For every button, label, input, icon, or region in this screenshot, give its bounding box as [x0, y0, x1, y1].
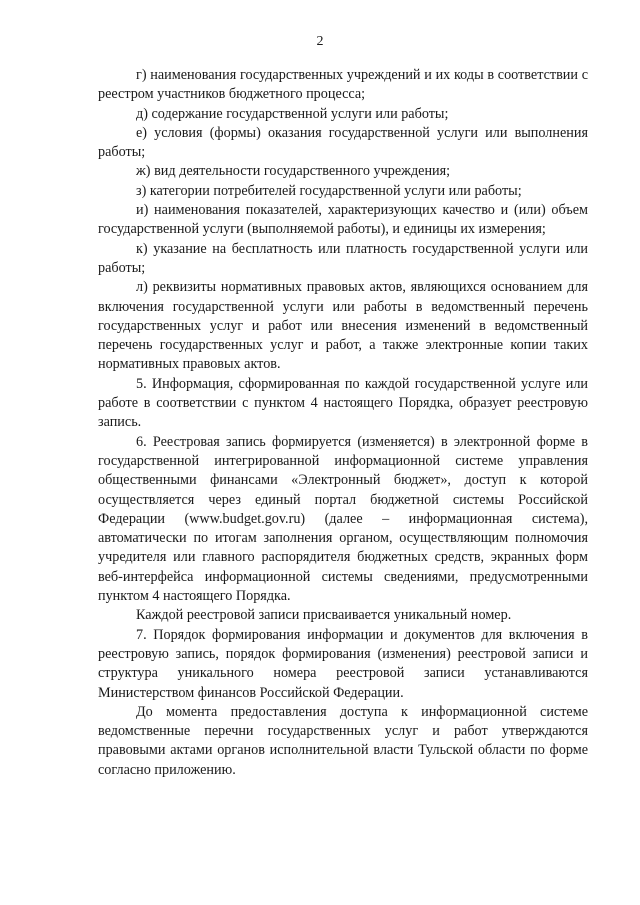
paragraph-item-d: д) содержание государственной услуги или работы;: [136, 105, 449, 122]
paragraph-item-e: е) условия (формы) оказания государственной услуги или выполнения работы;: [98, 124, 588, 161]
paragraph-clause-5: 5. Информация, сформированная по каждой государственной услуге или работе в соответствии с пунктом 4 настоящего Порядка, образует реестровую запись.: [98, 375, 588, 431]
paragraph-item-k: к) указание на бесплатность или платность государственной услуги или работы;: [98, 240, 588, 276]
paragraph-item-z: з) категории потребителей государственной услуги или работы;: [136, 182, 522, 199]
paragraph-item-zh: ж) вид деятельности государственного учреждения;: [136, 163, 451, 180]
paragraph-clause-7: 7. Порядок формирования информации и документов для включения в реестровую запись, порядок формирования (изменения) реестровой записи и структура уникального номера реестровой записи устанавливаются Министерством финансов Российской Федерации.: [98, 626, 588, 701]
paragraph-unique-number: Каждой реестровой записи присваивается уникальный номер.: [136, 607, 512, 624]
paragraph-transitional: До момента предоставления доступа к информационной системе ведомственные перечни государственных услуг и работ утверждаются правовыми актами органов исполнительной власти Тульской области по форме согласно приложению.: [98, 703, 588, 778]
paragraph-item-g: г) наименования государственных учреждений и их коды в соответствии с реестром участников бюджетного процесса;: [98, 67, 588, 103]
page-number: 2: [316, 34, 324, 49]
document-body: [98, 66, 588, 780]
paragraph-item-l: л) реквизиты нормативных правовых актов, являющихся основанием для включения государственной услуги или работы в ведомственный перечень государственных услуг и работ или внесения изменений в ведомственный перечень государственных услуг и работ, а также электронные копии таких нормативных правовых актов.: [98, 279, 588, 373]
paragraph-item-i: и) наименования показателей, характеризующих качество и (или) объем государственной услуги (выполняемой работы), и единицы их измерения;: [98, 202, 588, 238]
paragraph-clause-6: 6. Реестровая запись формируется (изменяется) в электронной форме в государственной интегрированной информационной системе управления общественными финансами «Электронный бюджет», доступ к которой осуществляется через единый портал бюджетной системы Российской Федерации (www.budget.gov.ru) (далее – информационная система), автоматически по итогам заполнения органом, осуществляющим полномочия учредителя или главного распорядителя бюджетных средств, экранных форм веб-интерфейса информационной системы сведениями, предусмотренными пунктом 4 настоящего Порядка.: [98, 433, 588, 605]
